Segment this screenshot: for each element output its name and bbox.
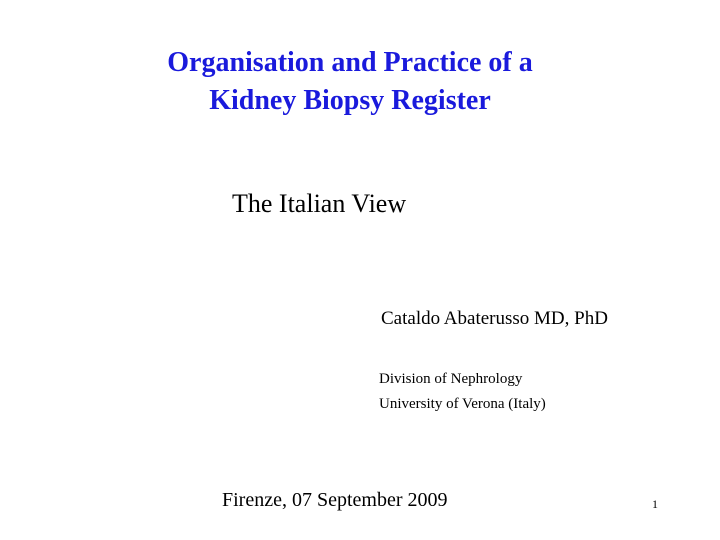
page-number: 1 [652, 497, 658, 511]
title-line-2: Kidney Biopsy Register [209, 85, 491, 116]
slide-footer-date: Firenze, 07 September 2009 [222, 489, 448, 511]
slide-title [60, 44, 640, 120]
affiliation-division: Division of Nephrology [379, 371, 523, 387]
author-affiliation [379, 367, 546, 417]
affiliation-university: University of Verona (Italy) [379, 396, 546, 412]
title-line-1: Organisation and Practice of a [167, 47, 533, 78]
slide-subtitle: The Italian View [232, 189, 407, 218]
author-name: Cataldo Abaterusso MD, PhD [381, 308, 608, 329]
